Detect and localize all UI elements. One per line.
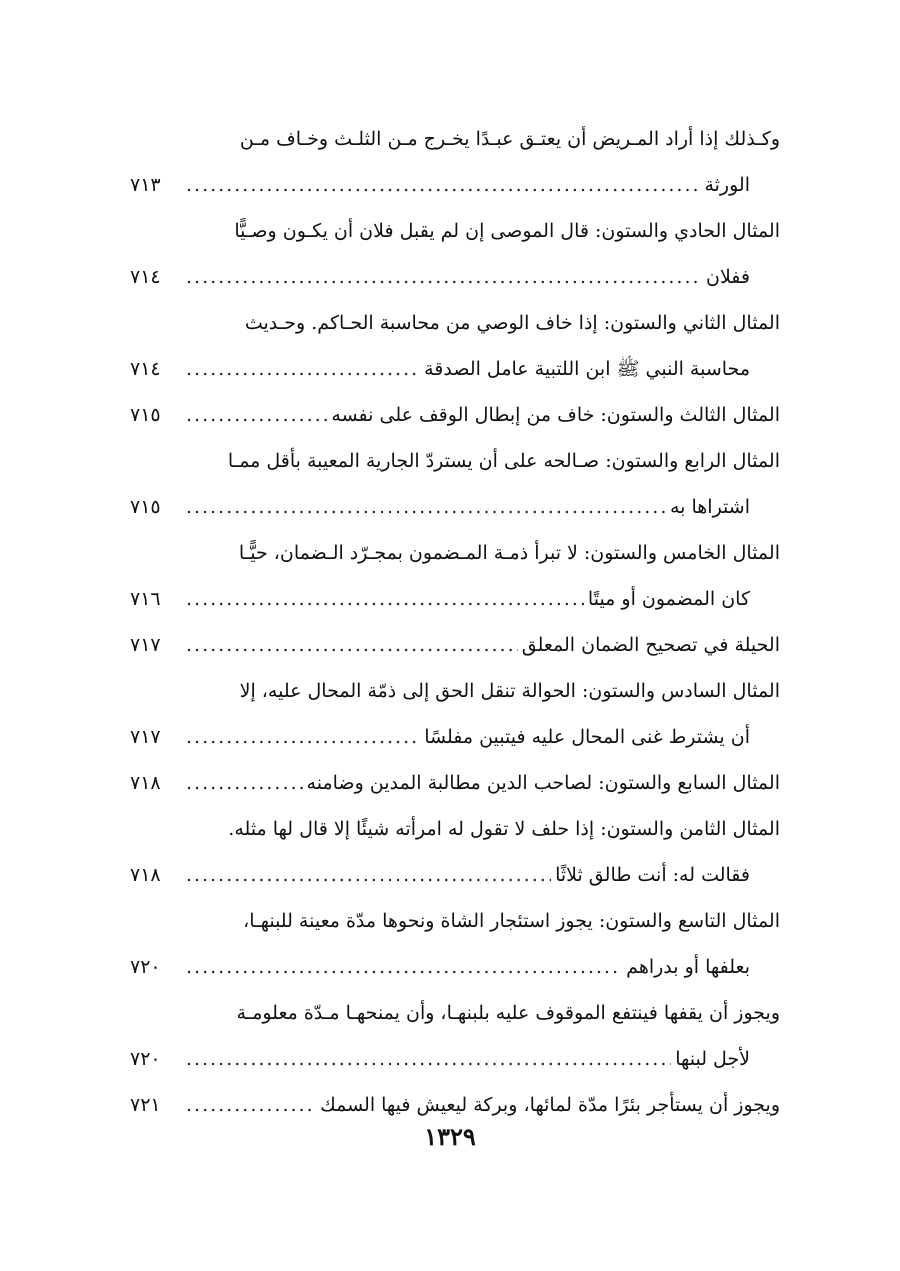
page-number: ٧١٥ [130, 404, 161, 426]
dot-leader [186, 852, 551, 898]
page-number: ٧١٨ [130, 772, 161, 794]
toc-entry-last-line: لأجل لبنها ..... ٧٢٠ [130, 1036, 780, 1082]
page-number: ٧١٧ [130, 726, 161, 748]
page-number: ٧١٦ [130, 588, 161, 610]
toc-entry [130, 116, 780, 208]
dot-leader [186, 484, 666, 530]
dot-leader [186, 622, 518, 668]
toc-entry-text-line: المثال الخامس والستون: لا تبرأ ذمـة المـضمون بمجـرّد الـضمان، حيًّـا [238, 542, 780, 564]
table-of-contents [130, 116, 780, 1128]
page-number: ٧١٨ [130, 864, 161, 886]
toc-entry [130, 990, 780, 1082]
page-number: ٧١٣ [130, 174, 161, 196]
toc-entry-last-line: ففلان ..... ٧١٤ [130, 254, 780, 300]
dot-leader [186, 162, 700, 208]
dot-leader [186, 254, 702, 300]
toc-entry-last-line: بعلفها أو بدراهم ..... ٧٢٠ [130, 944, 780, 990]
page-folio-number: ١٣٢٩ [424, 1122, 476, 1151]
page-number: ٧١٤ [130, 266, 161, 288]
toc-entry-text-line: المثال السادس والستون: الحوالة تنقل الحق إلى ذمّة المحال عليه، إلا [239, 680, 780, 702]
toc-entry [130, 208, 780, 300]
dot-leader [186, 346, 420, 392]
toc-entry-last-line: الحيلة في تصحيح الضمان المعلق ..... ٧١٧ [130, 622, 780, 668]
toc-entry-text-line: وكـذلك إذا أراد المـريض أن يعتـق عبـدًا يخـرج مـن الثلـث وخـاف مـن [239, 128, 780, 150]
toc-entry-last-line: كان المضمون أو ميتًا ..... ٧١٦ [130, 576, 780, 622]
dot-leader [186, 944, 622, 990]
dot-leader [186, 760, 303, 806]
page-number: ٧١٥ [130, 496, 161, 518]
dot-leader [186, 1036, 671, 1082]
toc-entry-last-line: ويجوز أن يستأجر بئرًا مدّة لمائها، وبركة ليعيش فيها السمك ..... ٧٢١ [130, 1082, 780, 1128]
toc-entry [130, 806, 780, 898]
toc-entry-last-line: محاسبة النبي ﷺ ابن اللتبية عامل الصدقة ..... ٧١٤ [130, 346, 780, 392]
page-number: ٧٢١ [130, 1094, 161, 1116]
toc-entry-last-line: فقالت له: أنت طالق ثلاثًا ..... ٧١٨ [130, 852, 780, 898]
toc-entry-text-line: المثال الحادي والستون: قال الموصى إن لم يقبل فلان أن يكـون وصـيًّا [234, 220, 780, 242]
toc-entry-text-line: المثال الرابع والستون: صـالحه على أن يستردّ الجارية المعيبة بأقل ممـا [227, 450, 780, 472]
dot-leader [186, 576, 584, 622]
dot-leader [186, 392, 327, 438]
toc-entry [130, 760, 780, 806]
toc-entry-last-line: المثال الثالث والستون: خاف من إبطال الوقف على نفسه ..... ٧١٥ [130, 392, 780, 438]
page-number: ٧٢٠ [130, 1048, 161, 1070]
page-number: ٧٢٠ [130, 956, 161, 978]
toc-entry [130, 622, 780, 668]
toc-entry-last-line: اشتراها به ..... ٧١٥ [130, 484, 780, 530]
toc-entry [130, 530, 780, 622]
toc-entry-last-line: الورثة ..... ٧١٣ [130, 162, 780, 208]
toc-entry-text-line: المثال الثامن والستون: إذا حلف لا تقول له امرأته شيئًا إلا قال لها مثله. [228, 818, 780, 840]
toc-entry [130, 392, 780, 438]
toc-entry [130, 438, 780, 530]
dot-leader [186, 714, 420, 760]
toc-entry-text-line: المثال الثاني والستون: إذا خاف الوصي من محاسبة الحـاكم. وحـديث [244, 312, 780, 334]
toc-entry-text-line: ويجوز أن يقفها فينتفع الموقوف عليه بلبنهـا، وأن يمنحهـا مـدّة معلومـة [236, 1002, 780, 1024]
toc-entry-last-line: أن يشترط غنى المحال عليه فيتبين مفلسًا ..... ٧١٧ [130, 714, 780, 760]
toc-entry [130, 300, 780, 392]
toc-entry-text-line: المثال التاسع والستون: يجوز استئجار الشاة ونحوها مدّة معينة للبنهـا، [243, 910, 780, 932]
page-number: ٧١٤ [130, 358, 161, 380]
toc-entry-last-line: المثال السابع والستون: لصاحب الدين مطالبة المدين وضامنه ..... ٧١٨ [130, 760, 780, 806]
toc-entry [130, 668, 780, 760]
page-number: ٧١٧ [130, 634, 161, 656]
toc-entry [130, 898, 780, 990]
